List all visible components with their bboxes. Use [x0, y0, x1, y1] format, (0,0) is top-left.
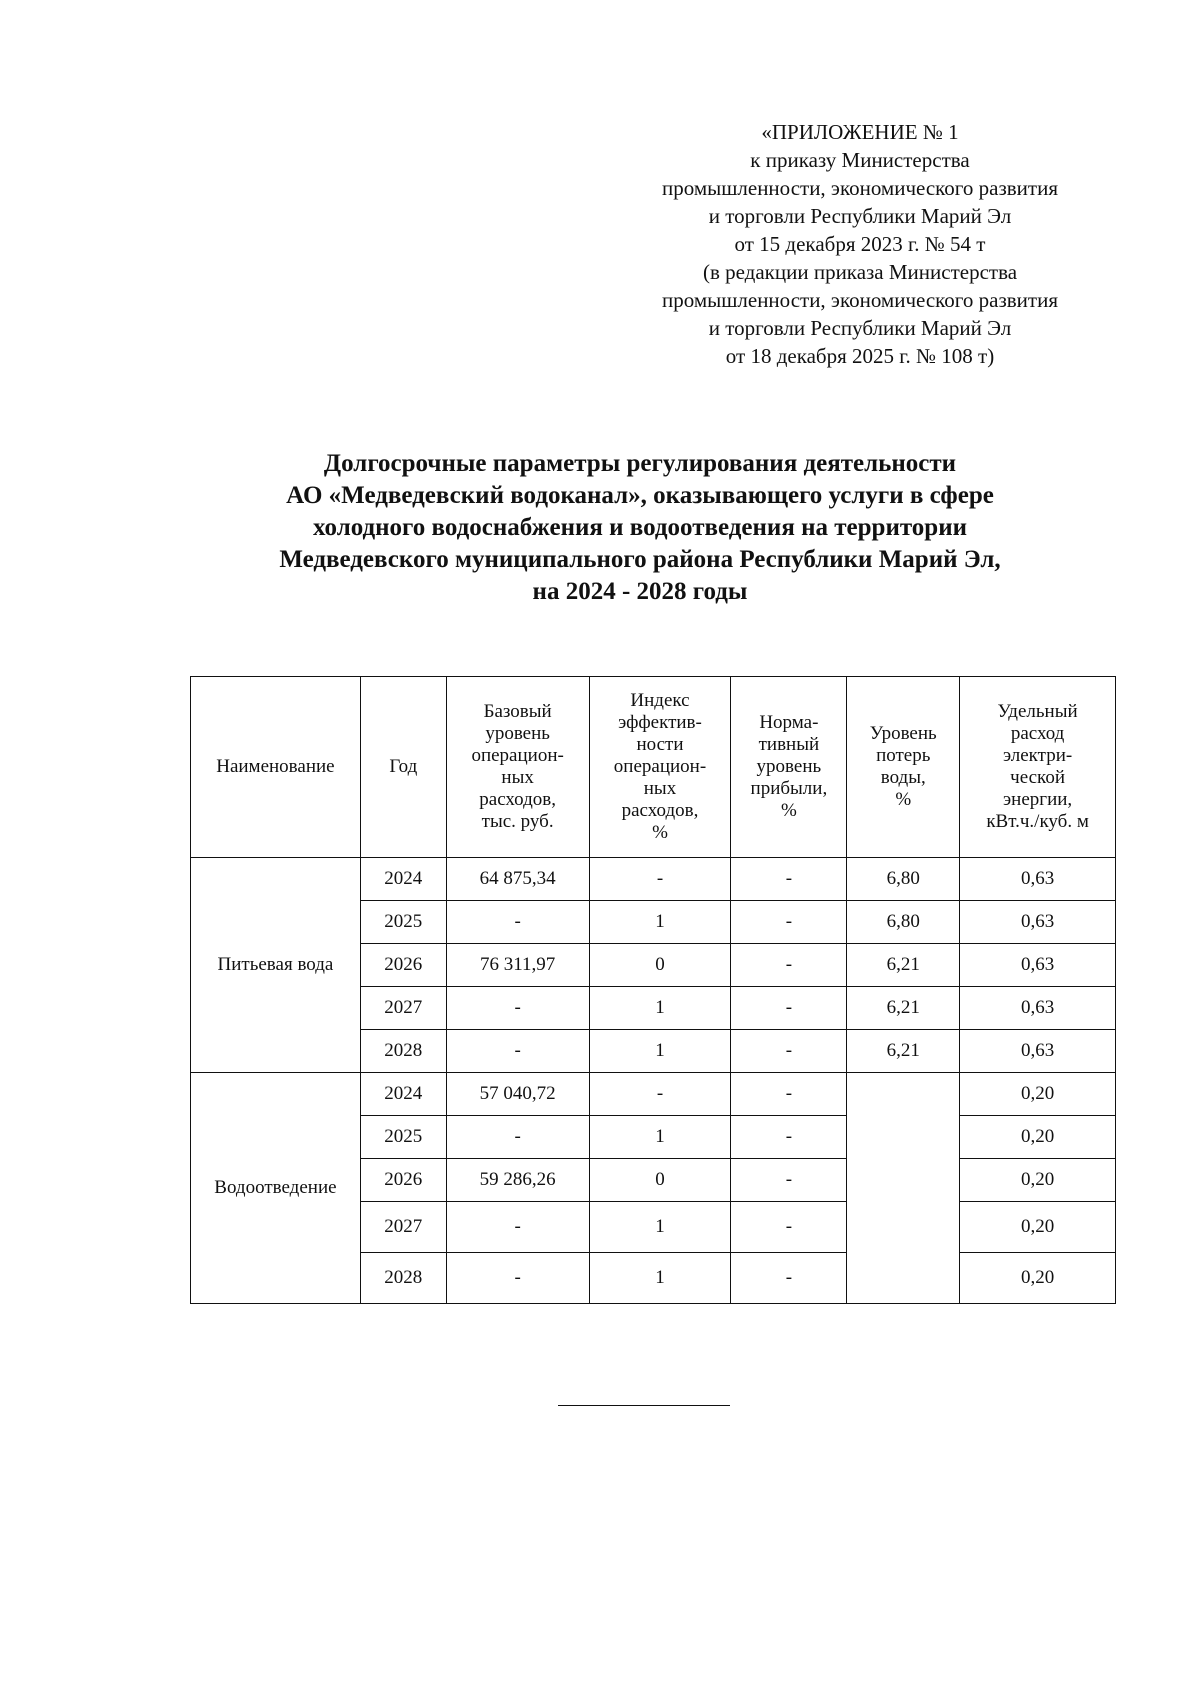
header-name — [191, 677, 361, 858]
energy-consumption-cell: 0,63 — [960, 944, 1116, 987]
profit-level-cell: - — [731, 1202, 847, 1253]
header-text-line: ческой — [1010, 767, 1065, 788]
energy-consumption-cell: 0,63 — [960, 858, 1116, 901]
header-text-line: % — [895, 789, 912, 810]
header-energy-consumption — [960, 677, 1116, 858]
header-text-line: операцион- — [613, 756, 707, 777]
header-text-line: кВт.ч./куб. м — [986, 811, 1089, 832]
table-body — [191, 858, 1116, 1304]
document-title — [190, 448, 1090, 608]
efficiency-index-cell: 1 — [589, 1253, 731, 1304]
energy-consumption-cell: 0,20 — [960, 1073, 1116, 1116]
efficiency-index-cell: 1 — [589, 1030, 731, 1073]
header-text-line: Уровень — [869, 723, 937, 744]
header-text-line: электри- — [1002, 745, 1073, 766]
header-text-line: Удельный — [997, 701, 1078, 722]
appendix-line: «ПРИЛОЖЕНИЕ № 1 — [761, 120, 959, 144]
header-text-line: расходов, — [479, 789, 556, 810]
water-loss-cell: 6,21 — [847, 987, 960, 1030]
energy-consumption-cell: 0,63 — [960, 1030, 1116, 1073]
header-profit-level — [731, 677, 847, 858]
appendix-line: (в редакции приказа Министерства — [702, 260, 1018, 284]
water-loss-cell: 6,21 — [847, 944, 960, 987]
appendix-block — [620, 118, 1100, 370]
appendix-line: от 18 декабря 2025 г. № 108 т) — [725, 344, 995, 368]
header-text-line: расход — [1010, 723, 1065, 744]
profit-level-cell: - — [731, 944, 847, 987]
header-text-line: тыс. руб. — [481, 811, 554, 832]
header-text-line: энергии, — [1003, 789, 1073, 810]
title-line: Долгосрочные параметры регулирования деятельности — [323, 450, 957, 477]
year-cell: 2028 — [360, 1030, 446, 1073]
appendix-line: от 15 декабря 2023 г. № 54 т — [734, 232, 986, 256]
header-text-line: воды, — [880, 767, 926, 788]
year-cell: 2027 — [360, 1202, 446, 1253]
header-text-line: % — [780, 800, 797, 821]
title-line: Медведевского муниципального района Республики Марий Эл, — [279, 546, 1001, 573]
header-text-line: уровень — [756, 756, 822, 777]
year-cell: 2025 — [360, 901, 446, 944]
base-expenses-cell: 76 311,97 — [446, 944, 589, 987]
year-cell: 2026 — [360, 944, 446, 987]
profit-level-cell: - — [731, 1073, 847, 1116]
profit-level-cell: - — [731, 1159, 847, 1202]
profit-level-cell: - — [731, 1253, 847, 1304]
efficiency-index-cell: 0 — [589, 1159, 731, 1202]
efficiency-index-cell: - — [589, 1073, 731, 1116]
group-name-cell: Питьевая вода — [191, 858, 361, 1073]
efficiency-index-cell: 1 — [589, 987, 731, 1030]
year-cell: 2026 — [360, 1159, 446, 1202]
year-cell: 2027 — [360, 987, 446, 1030]
water-loss-cell — [847, 1073, 960, 1304]
header-water-loss — [847, 677, 960, 858]
appendix-line: промышленности, экономического развития — [661, 176, 1058, 200]
header-base-expenses — [446, 677, 589, 858]
appendix-line: промышленности, экономического развития — [661, 288, 1058, 312]
header-text-line: операцион- — [471, 745, 564, 766]
header-text-line: Наименование — [216, 756, 335, 777]
energy-consumption-cell: 0,20 — [960, 1202, 1116, 1253]
header-text-line: эффектив- — [618, 712, 702, 733]
header-text-line: Базовый — [483, 701, 552, 722]
base-expenses-cell: 57 040,72 — [446, 1073, 589, 1116]
energy-consumption-cell: 0,20 — [960, 1159, 1116, 1202]
title-line: АО «Медведевский водоканал», оказывающего услуги в сфере — [286, 482, 994, 509]
efficiency-index-cell: 1 — [589, 901, 731, 944]
header-text-line: ности — [636, 734, 684, 755]
title-line: на 2024 - 2028 годы — [532, 578, 748, 605]
base-expenses-cell: - — [446, 1202, 589, 1253]
water-loss-cell: 6,21 — [847, 1030, 960, 1073]
base-expenses-cell: 59 286,26 — [446, 1159, 589, 1202]
parameters-table — [190, 676, 1116, 1304]
efficiency-index-cell: 1 — [589, 1202, 731, 1253]
profit-level-cell: - — [731, 901, 847, 944]
header-row — [191, 677, 1116, 858]
year-cell: 2025 — [360, 1116, 446, 1159]
base-expenses-cell: - — [446, 1253, 589, 1304]
header-text-line: потерь — [876, 745, 931, 766]
header-text-line: Норма- — [759, 712, 819, 733]
header-text-line: расходов, — [621, 800, 699, 821]
efficiency-index-cell: - — [589, 858, 731, 901]
appendix-line: и торговли Республики Марий Эл — [708, 204, 1012, 228]
profit-level-cell: - — [731, 1116, 847, 1159]
energy-consumption-cell: 0,63 — [960, 987, 1116, 1030]
header-text-line: Год — [389, 756, 418, 777]
header-text-line: ных — [643, 778, 677, 799]
header-year — [360, 677, 446, 858]
header-text-line: тивный — [758, 734, 820, 755]
energy-consumption-cell: 0,20 — [960, 1116, 1116, 1159]
base-expenses-cell: - — [446, 901, 589, 944]
table-row — [191, 858, 1116, 901]
appendix-line: и торговли Республики Марий Эл — [708, 316, 1012, 340]
year-cell: 2028 — [360, 1253, 446, 1304]
header-text-line: ных — [501, 767, 534, 788]
water-loss-cell: 6,80 — [847, 901, 960, 944]
profit-level-cell: - — [731, 858, 847, 901]
title-line: холодного водоснабжения и водоотведения на территории — [312, 514, 968, 541]
group-name-cell: Водоотведение — [191, 1073, 361, 1304]
profit-level-cell: - — [731, 1030, 847, 1073]
energy-consumption-cell: 0,20 — [960, 1253, 1116, 1304]
header-efficiency-index — [589, 677, 731, 858]
base-expenses-cell: - — [446, 1030, 589, 1073]
header-text-line: % — [652, 822, 668, 843]
efficiency-index-cell: 1 — [589, 1116, 731, 1159]
header-text-line: прибыли, — [750, 778, 828, 799]
end-divider — [558, 1405, 730, 1406]
energy-consumption-cell: 0,63 — [960, 901, 1116, 944]
base-expenses-cell: - — [446, 1116, 589, 1159]
water-loss-cell: 6,80 — [847, 858, 960, 901]
year-cell: 2024 — [360, 858, 446, 901]
base-expenses-cell: 64 875,34 — [446, 858, 589, 901]
table-row — [191, 1073, 1116, 1116]
base-expenses-cell: - — [446, 987, 589, 1030]
header-text-line: уровень — [485, 723, 550, 744]
efficiency-index-cell: 0 — [589, 944, 731, 987]
appendix-line: к приказу Министерства — [750, 148, 970, 172]
header-text-line: Индекс — [630, 690, 690, 711]
year-cell: 2024 — [360, 1073, 446, 1116]
profit-level-cell: - — [731, 987, 847, 1030]
